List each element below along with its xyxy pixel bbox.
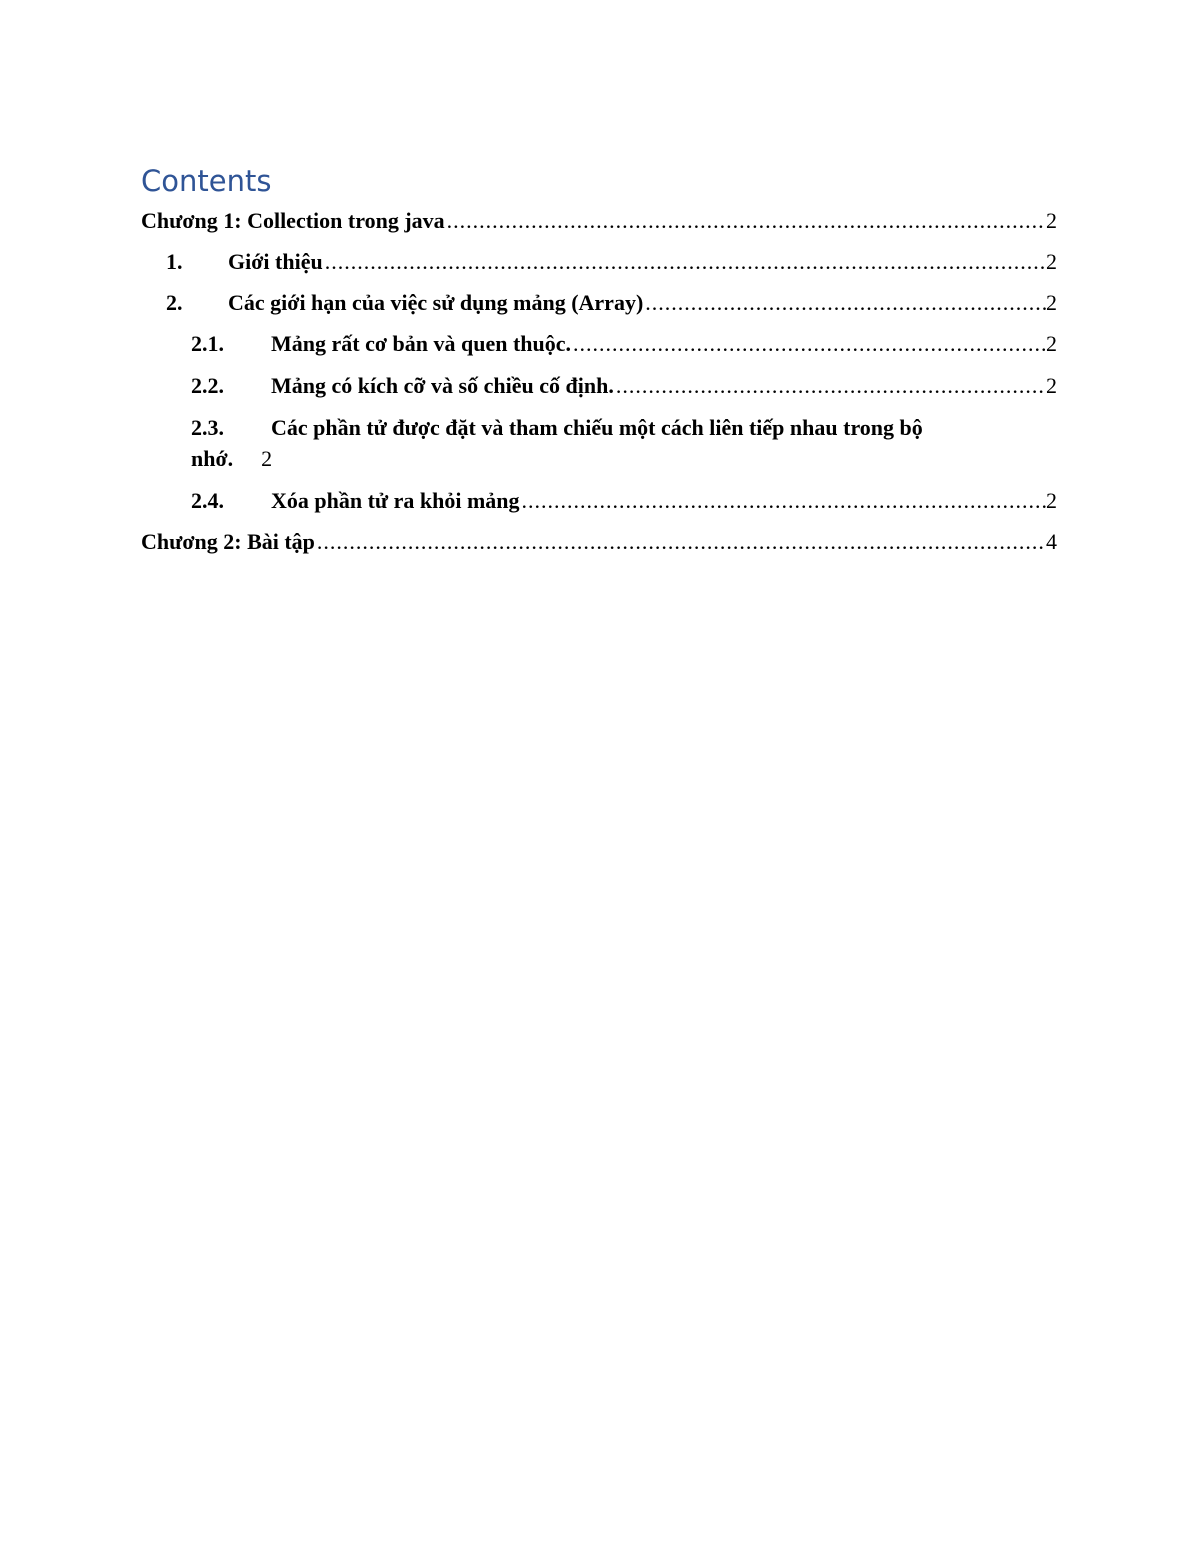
- toc-entry-number: 2.: [166, 290, 183, 315]
- toc-dot-leader: [445, 206, 1046, 236]
- toc-dot-leader: [323, 247, 1046, 277]
- toc-title: Contents: [141, 164, 272, 198]
- toc-entry-section-1[interactable]: [166, 247, 1057, 277]
- toc-dot-leader: [571, 329, 1046, 359]
- toc-dot-leader: [520, 486, 1046, 516]
- toc-entry-label-continued: nhớ.: [191, 446, 234, 471]
- toc-entry-section-2-4[interactable]: [191, 486, 1057, 516]
- toc-page-number: 2: [1046, 331, 1057, 356]
- toc-entry-number: 2.1.: [191, 331, 224, 356]
- toc-entry-chapter-2[interactable]: [141, 527, 1057, 557]
- toc-entry-section-2-3[interactable]: [191, 412, 1057, 474]
- toc-entry-number: 2.3.: [191, 415, 224, 440]
- toc-dot-leader: [614, 371, 1046, 401]
- toc-page-number: 2: [261, 446, 273, 471]
- toc-page-number: 2: [1046, 290, 1057, 315]
- toc-entry-line-2: [191, 443, 1057, 474]
- toc-entry-label: Chương 1: Collection trong java: [141, 208, 445, 233]
- toc-page-number: 4: [1046, 529, 1057, 554]
- toc-entry-label: Các giới hạn của việc sử dụng mảng (Array): [228, 290, 644, 315]
- toc-page-number: 2: [1046, 208, 1057, 233]
- toc-entry-chapter-1[interactable]: [141, 206, 1057, 236]
- toc-dot-leader: [315, 527, 1046, 557]
- toc-page-number: 2: [1046, 488, 1057, 513]
- toc-entry-number: 2.2.: [191, 373, 224, 398]
- toc-entry-label: Mảng rất cơ bản và quen thuộc.: [271, 331, 572, 356]
- toc-entry-label: Chương 2: Bài tập: [141, 529, 315, 554]
- toc-entry-label: Xóa phần tử ra khỏi mảng: [271, 488, 520, 513]
- toc-entry-label: Mảng có kích cỡ và số chiều cố định.: [271, 373, 614, 398]
- toc-entry-line-1: [191, 412, 1057, 443]
- toc-page-number: 2: [1046, 373, 1057, 398]
- toc-entry-section-2-1[interactable]: [191, 329, 1057, 359]
- toc-entry-label: Giới thiệu: [228, 249, 323, 274]
- toc-dot-leader: [643, 288, 1046, 318]
- toc-entry-label: Các phần tử được đặt và tham chiếu một cách liên tiếp nhau trong bộ: [271, 415, 923, 440]
- toc-entry-section-2-2[interactable]: [191, 371, 1057, 401]
- toc-entry-number: 2.4.: [191, 488, 224, 513]
- toc-entry-section-2[interactable]: [166, 288, 1057, 318]
- toc-entry-number: 1.: [166, 249, 183, 274]
- toc-page-number: 2: [1046, 249, 1057, 274]
